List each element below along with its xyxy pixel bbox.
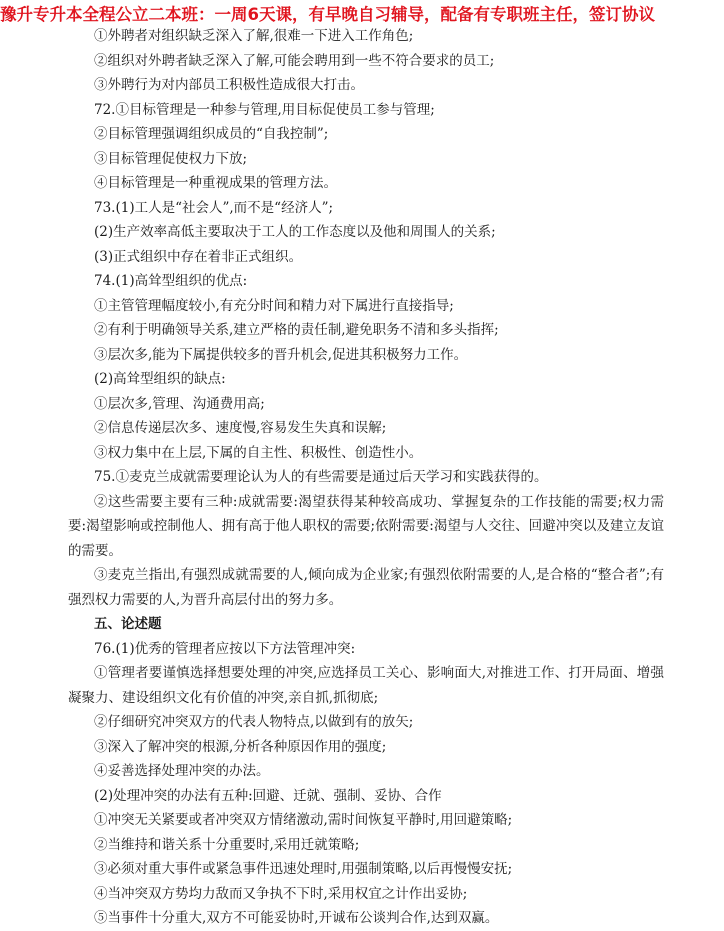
answer-line: ②目标管理强调组织成员的“自我控制”; [94,126,329,142]
answer-line: ①层次多,管理、沟通费用高; [94,395,265,412]
answer-line: ①管理者要谨慎选择想要处理的冲突,应选择员工关心、影响面大,对推进工作、打开局面、增强凝聚力、建设组织文化有价值的冲突,亲自抓,抓彻底; [68,665,664,706]
answer-line: 74.(1)高耸型组织的优点: [94,273,248,289]
answer-line: ③目标管理促使权力下放; [94,150,248,167]
answer-line: ③外聘行为对内部员工积极性造成很大打击。 [94,77,364,93]
answer-line: ②当维持和谐关系十分重要时,采用迁就策略; [94,836,360,853]
answer-line: 76.(1)优秀的管理者应按以下方法管理冲突: [94,640,356,657]
promo-banner: 豫升专升本全程公立二本班：一周6天课，有早晚自习辅导，配备有专职班主任，签订协议 [0,5,655,24]
answer-line: ⑤当事件十分重大,双方不可能妥协时,开诚布公谈判合作,达到双赢。 [94,910,499,926]
answer-line: ②这些需要主要有三种:成就需要:渴望获得某种较高成功、掌握复杂的工作技能的需要;权力需要:渴望影响或控制他人、拥有高于他人职权的需要;依附需要:渴望与人交往、回避冲突以及建立友谊的需要。 [68,493,664,559]
answer-line: ②信息传递层次多、速度慢,容易发生失真和误解; [94,420,387,436]
answer-line: ④妥善选择处理冲突的办法。 [94,763,270,779]
answer-line: (2)生产效率高低主要取决于工人的工作态度以及他和周围人的关系; [94,224,496,240]
answer-line: ③层次多,能为下属提供较多的晋升机会,促进其积极努力工作。 [94,346,468,363]
answer-line: ④当冲突双方势均力敌而又争执不下时,采用权宜之计作出妥协; [94,885,468,902]
answer-line: 75.①麦克兰成就需要理论认为人的有些需要是通过后天学习和实践获得的。 [94,469,548,485]
answer-line: ①外聘者对组织缺乏深入了解,很难一下进入工作角色; [94,28,414,44]
answer-line: ③权力集中在上层,下属的自主性、积极性、创造性小。 [94,444,423,461]
answer-line: 73.(1)工人是“社会人”,而不是“经济人”; [94,199,334,216]
answer-line: ②有利于明确领导关系,建立严格的责任制,避免职务不清和多头指挥; [94,322,499,338]
answer-line: ③深入了解冲突的根源,分析各种原因作用的强度; [94,738,387,755]
answer-content [68,24,664,931]
answer-line: (2)处理冲突的办法有五种:回避、迁就、强制、妥协、合作 [94,787,442,804]
answer-line: ①主管管理幅度较小,有充分时间和精力对下属进行直接指导; [94,297,454,314]
answer-line: (3)正式组织中存在着非正式组织。 [94,248,303,265]
answer-line: (2)高耸型组织的缺点: [94,371,226,387]
answer-line: ②组织对外聘者缺乏深入了解,可能会聘用到一些不符合要求的员工; [94,52,495,69]
answer-line: ③必须对重大事件或紧急事件迅速处理时,用强制策略,以后再慢慢安抚; [94,861,513,877]
answer-line: ③麦克兰指出,有强烈成就需要的人,倾向成为企业家;有强烈依附需要的人,是合格的“整合者”;有强烈权力需要的人,为晋升高层付出的努力多。 [68,567,664,608]
answer-line: ①冲突无关紧要或者冲突双方情绪激动,需时间恢复平静时,用回避策略; [94,812,513,828]
section-heading: 五、论述题 [94,616,162,632]
answer-line: ②仔细研究冲突双方的代表人物特点,以做到有的放矢; [94,714,414,730]
answer-line: 72.①目标管理是一种参与管理,用目标促使员工参与管理; [94,101,435,118]
answer-line: ④目标管理是一种重视成果的管理方法。 [94,175,337,191]
